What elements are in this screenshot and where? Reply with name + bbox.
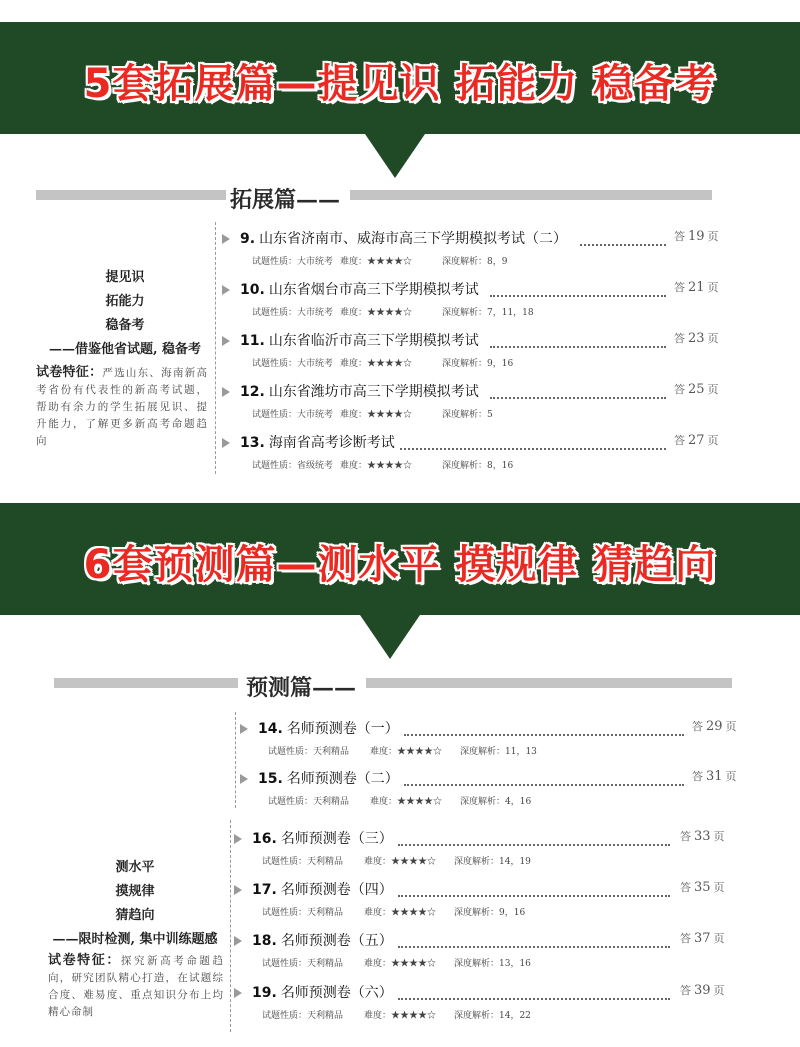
answer-page: 答 21 页 [674,280,719,295]
section-rule-left [36,190,226,200]
leader-dots [398,879,670,897]
entry-title: 海南省高考诊断考试 [268,435,395,451]
answer-page: 答 29 页 [692,719,737,734]
paper-feature [48,952,224,1021]
entry-title: 山东省济南市、威海市高三下学期模拟考试（二） [259,231,568,247]
entry-nature: 试题性质：大市统考 [252,308,334,318]
section-rule-left [54,678,238,688]
leader-dots [404,718,684,736]
slogan-line: 测水平 [115,860,155,875]
banner-extension [0,22,800,134]
divider-line [235,712,236,808]
entry-nature: 试题性质：天利精品 [262,908,344,918]
answer-page: 答 19 页 [674,229,719,244]
entry-title: 山东省烟台市高三下学期模拟考试 [268,282,479,298]
entry-analysis: 深度解析：13，16 [454,959,531,969]
entry-difficulty: 难度：★★★★☆ [364,908,437,918]
entry-nature: 试题性质：大市统考 [252,359,334,369]
slogan-line: ——借鉴他省试题, 稳备考 [48,342,202,357]
entry-difficulty: 难度：★★★★☆ [370,747,443,757]
bullet-arrow-icon [222,387,230,397]
bullet-arrow-icon [222,285,230,295]
banner-title: 5套拓展篇—提见识 拓能力 稳备考 [83,61,717,107]
entry-analysis: 深度解析：14，19 [454,857,531,867]
section-rule-right [366,678,732,688]
entry-difficulty: 难度：★★★★☆ [340,410,413,420]
entry-number: 17. [252,882,277,898]
entry-nature: 试题性质：天利精品 [268,797,350,807]
entry-difficulty: 难度：★★★★☆ [340,257,413,267]
toc-entry[interactable] [234,982,734,1032]
entry-nature: 试题性质：天利精品 [262,1011,344,1021]
entry-analysis: 深度解析：4，16 [460,797,532,807]
toc-entry[interactable] [222,432,722,482]
entry-difficulty: 难度：★★★★☆ [364,959,437,969]
feature-label: 试卷特征： [48,953,121,968]
bullet-arrow-icon [222,438,230,448]
entry-difficulty: 难度：★★★★☆ [364,857,437,867]
entry-number: 14. [258,721,283,737]
slogan-line: ——限时检测, 集中训练题感 [52,932,218,947]
entry-analysis: 深度解析：9，16 [442,359,514,369]
entry-analysis: 深度解析：14，22 [454,1011,531,1021]
entry-title: 名师预测卷（三） [280,831,393,847]
divider-line [230,820,231,1032]
entry-analysis: 深度解析：8，9 [442,257,508,267]
entry-analysis: 深度解析：8，16 [442,461,514,471]
banner-title: 6套预测篇—测水平 摸规律 猜趋向 [83,542,717,588]
entry-number: 13. [240,435,265,451]
entry-number: 16. [252,831,277,847]
entry-number: 10. [240,282,265,298]
feature-label: 试卷特征： [36,365,103,380]
toc-entry[interactable] [222,228,722,278]
leader-dots [490,279,666,297]
entry-nature: 试题性质：大市统考 [252,410,334,420]
leader-dots [490,330,666,348]
toc-entry[interactable] [222,381,722,431]
answer-page: 答 39 页 [680,983,725,998]
section-title: 拓展篇—— [230,187,341,213]
answer-page: 答 35 页 [680,880,725,895]
entry-analysis: 深度解析：5 [442,410,493,420]
leader-dots [580,228,666,246]
bullet-arrow-icon [222,336,230,346]
leader-dots [400,432,666,450]
answer-page: 答 27 页 [674,433,719,448]
toc-entry[interactable] [222,330,722,380]
entry-analysis: 深度解析：7，11，18 [442,308,534,318]
section-slogans [40,266,210,362]
bullet-arrow-icon [240,774,248,784]
slogan-line: 摸规律 [115,884,155,899]
section-slogans [50,856,220,952]
feature-text: 探究新高考命题趋向，研究团队精心打造，在试题综合度、难易度、重点知识分布上均精心命制 [48,955,224,1018]
bullet-arrow-icon [240,724,248,734]
toc-entry[interactable] [234,930,734,980]
entry-analysis: 深度解析：11，13 [460,747,537,757]
entry-title: 名师预测卷（二） [286,771,399,787]
slogan-line: 猜趋向 [115,908,155,923]
entry-nature: 试题性质：天利精品 [268,747,350,757]
bullet-arrow-icon [234,936,242,946]
feature-text: 严选山东、海南新高考省份有代表性的新高考试题，帮助有余力的学生拓展见识、提升能力，了解更多新高考命题趋向 [36,367,208,447]
answer-page: 答 25 页 [674,382,719,397]
entry-analysis: 深度解析：9，16 [454,908,526,918]
entry-nature: 试题性质：大市统考 [252,257,334,267]
bullet-arrow-icon [234,988,242,998]
answer-page: 答 31 页 [692,769,737,784]
section-rule-right [350,190,712,200]
toc-entry[interactable] [234,828,734,878]
section-title: 预测篇—— [246,675,357,701]
slogan-line: 提见识 [105,270,145,285]
bullet-arrow-icon [222,234,230,244]
entry-title: 山东省临沂市高三下学期模拟考试 [268,333,479,349]
entry-number: 12. [240,384,265,400]
entry-number: 11. [240,333,265,349]
entry-number: 9. [240,231,256,247]
leader-dots [490,381,666,399]
entry-number: 18. [252,933,277,949]
answer-page: 答 37 页 [680,931,725,946]
toc-entry[interactable] [222,279,722,329]
entry-title: 名师预测卷（五） [280,933,393,949]
toc-entry[interactable] [234,879,734,929]
entry-number: 15. [258,771,283,787]
slogan-line: 稳备考 [105,318,145,333]
entry-difficulty: 难度：★★★★☆ [340,461,413,471]
paper-feature [36,364,208,450]
entry-nature: 试题性质：省级统考 [252,461,334,471]
banner-prediction [0,503,800,615]
divider-line [215,222,216,474]
slogan-line: 拓能力 [105,294,145,309]
answer-page: 答 33 页 [680,829,725,844]
entry-title: 山东省潍坊市高三下学期模拟考试 [268,384,479,400]
answer-page: 答 23 页 [674,331,719,346]
bullet-arrow-icon [234,885,242,895]
leader-dots [404,768,684,786]
toc-entry[interactable] [240,718,740,768]
bullet-arrow-icon [234,834,242,844]
toc-entry[interactable] [240,768,740,818]
entry-title: 名师预测卷（一） [286,721,399,737]
entry-number: 19. [252,985,277,1001]
entry-difficulty: 难度：★★★★☆ [370,797,443,807]
entry-difficulty: 难度：★★★★☆ [340,359,413,369]
entry-nature: 试题性质：天利精品 [262,959,344,969]
entry-difficulty: 难度：★★★★☆ [340,308,413,318]
leader-dots [398,930,670,948]
entry-title: 名师预测卷（四） [280,882,393,898]
entry-title: 名师预测卷（六） [280,985,393,1001]
entry-difficulty: 难度：★★★★☆ [364,1011,437,1021]
banner-pointer [365,134,425,178]
leader-dots [398,828,670,846]
banner-pointer [360,615,420,659]
leader-dots [398,982,670,1000]
entry-nature: 试题性质：天利精品 [262,857,344,867]
